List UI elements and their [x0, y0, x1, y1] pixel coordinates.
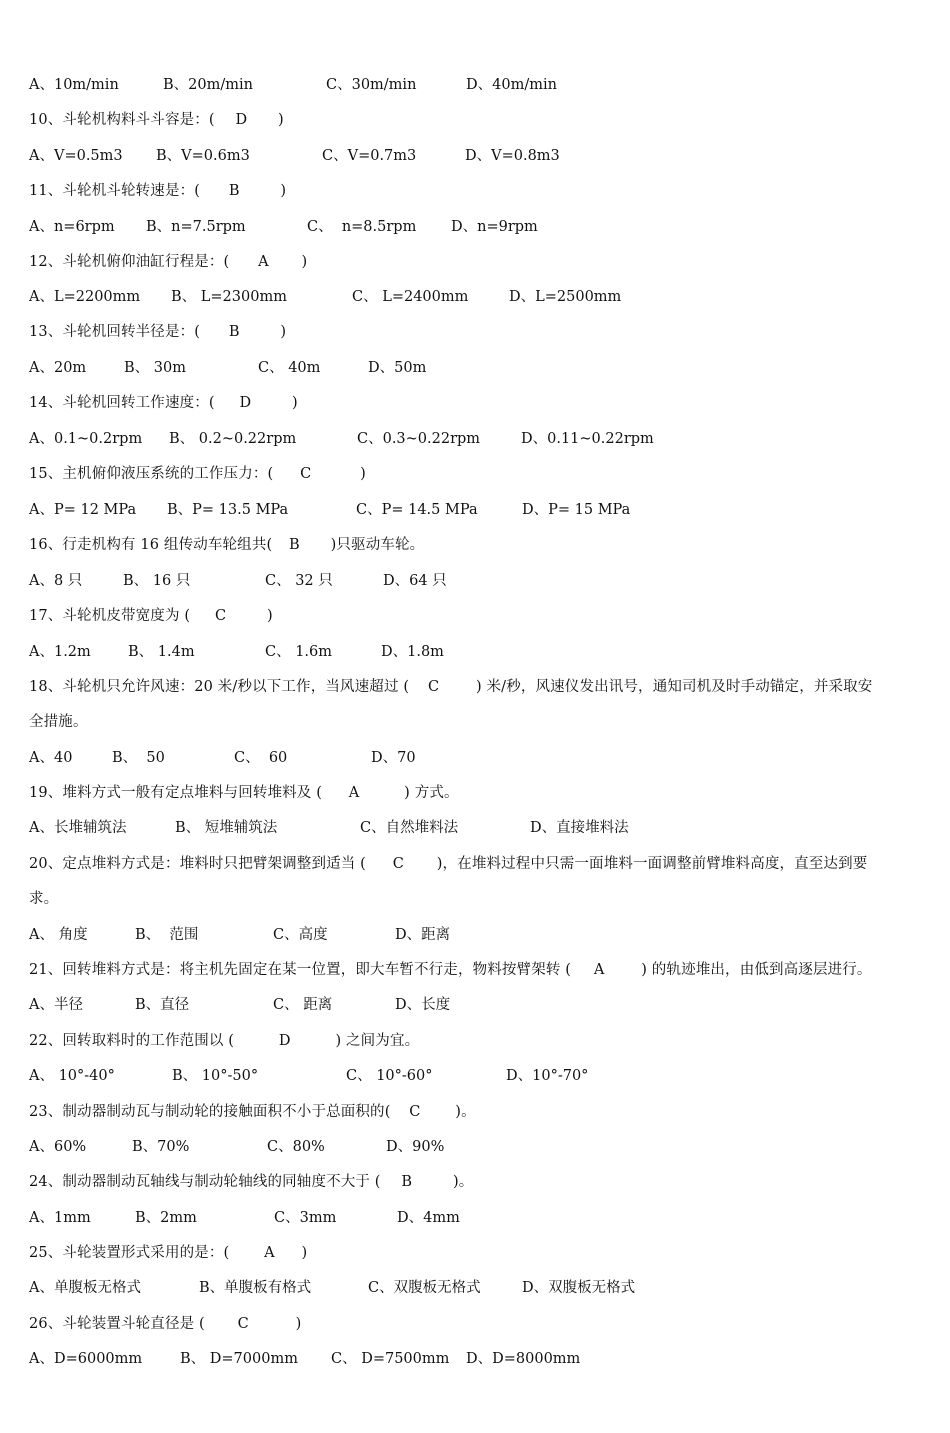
option-d: D、40m/min [466, 77, 557, 93]
option-c: C、 40m [258, 360, 321, 376]
option-a: A、L=2200mm [29, 289, 141, 305]
option-d: D、1.8m [381, 644, 444, 660]
answer: C [392, 856, 404, 872]
option-d: D、50m [368, 360, 427, 376]
option-b: B、 短堆辅筑法 [175, 820, 278, 836]
option-d: D、70 [371, 750, 416, 766]
question-text-end: ) [292, 395, 298, 411]
question-text: 14、斗轮机回转工作速度：( [29, 395, 215, 411]
question-text-end: ) [360, 466, 366, 482]
question-11 [29, 181, 936, 201]
question-text: 11、斗轮机斗轮转速是：( [29, 183, 201, 199]
option-row [29, 995, 936, 1015]
question-17 [29, 606, 936, 626]
question-text-end: ) 米/秒，风速仪发出讯号，通知司机及时手动锚定，并采取安 [475, 679, 873, 695]
option-c: C、 n=8.5rpm [307, 219, 417, 235]
question-text: 23、制动器制动瓦与制动轮的接触面积不小于总面积的( [29, 1104, 391, 1120]
question-19 [29, 783, 936, 803]
question-text: 求。 [29, 891, 59, 907]
question-14 [29, 393, 936, 413]
question-text: 10、斗轮机构料斗斗容是：( [29, 112, 215, 128]
option-c: C、30m/min [326, 77, 417, 93]
option-b: B、 16 只 [123, 573, 191, 589]
question-18 [29, 677, 936, 697]
question-16 [29, 535, 936, 555]
option-a: A、半径 [29, 997, 83, 1013]
question-10 [29, 110, 936, 130]
option-b: B、2mm [135, 1210, 197, 1226]
option-row [29, 358, 936, 378]
option-a: A、V=0.5m3 [29, 148, 123, 164]
answer: C [427, 679, 440, 695]
answer: B [401, 1174, 413, 1190]
option-row [29, 642, 936, 662]
option-b: B、 L=2300mm [171, 289, 287, 305]
answer: A [264, 1245, 275, 1261]
question-text-end: ) [301, 1245, 308, 1261]
option-a: A、长堆辅筑法 [29, 820, 127, 836]
option-row [29, 925, 936, 945]
option-row [29, 1066, 936, 1086]
answer: C [214, 608, 227, 624]
question-25 [29, 1243, 936, 1263]
option-d: D、直接堆料法 [530, 820, 629, 836]
answer: A [258, 254, 269, 270]
option-c: C、0.3~0.22rpm [357, 431, 481, 447]
option-row [29, 146, 936, 166]
option-a: A、 10°-40° [29, 1068, 115, 1084]
option-b: B、 1.4m [128, 644, 195, 660]
question-12 [29, 252, 936, 272]
option-c: C、80% [267, 1139, 325, 1155]
question-text-end: ) 之间为宜。 [335, 1033, 420, 1049]
question-text-end: )。 [455, 1104, 476, 1120]
option-c: C、 1.6m [265, 644, 333, 660]
answer: D [235, 112, 248, 128]
option-d: D、64 只 [383, 573, 447, 589]
option-a: A、8 只 [29, 573, 83, 589]
option-d: D、90% [386, 1139, 445, 1155]
question-text-end: )。 [452, 1174, 474, 1190]
answer: C [409, 1104, 421, 1120]
option-c: C、P= 14.5 MPa [356, 502, 478, 518]
option-a: A、10m/min [29, 77, 119, 93]
option-c: C、双腹板无格式 [368, 1280, 481, 1296]
question-text: 19、堆料方式一般有定点堆料与回转堆料及 ( [29, 785, 323, 801]
option-a: A、40 [29, 750, 73, 766]
option-b: B、P= 13.5 MPa [167, 502, 289, 518]
option-a: A、60% [29, 1139, 87, 1155]
option-b: B、 30m [124, 360, 186, 376]
option-c: C、V=0.7m3 [322, 148, 417, 164]
option-c: C、3mm [274, 1210, 337, 1226]
answer: B [228, 324, 240, 340]
option-row [29, 571, 936, 591]
option-d: D、V=0.8m3 [465, 148, 560, 164]
option-d: D、n=9rpm [451, 219, 538, 235]
question-text-end: )，在堆料过程中只需一面堆料一面调整前臂堆料高度，直至达到要 [436, 856, 868, 872]
question-text: 18、斗轮机只允许风速：20 米/秒以下工作，当风速超过 ( [29, 679, 410, 695]
option-row [29, 217, 936, 237]
option-a: A、 角度 [29, 927, 88, 943]
question-text: 21、回转堆料方式是：将主机先固定在某一位置，即大车暂不行走，物料按臂架转 ( [29, 962, 572, 978]
question-text: 15、主机俯仰液压系统的工作压力：( [29, 466, 274, 482]
question-20-continuation [29, 889, 936, 909]
option-a: A、1mm [29, 1210, 91, 1226]
option-a: A、D=6000mm [29, 1351, 143, 1367]
answer: C [237, 1316, 249, 1332]
question-text-end: ) [301, 254, 308, 270]
option-b: B、V=0.6m3 [156, 148, 250, 164]
question-18-continuation [29, 712, 936, 732]
question-text-end: ) [280, 324, 287, 340]
option-c: C、 距离 [273, 997, 333, 1013]
answer: A [348, 785, 360, 801]
option-b: B、直径 [135, 997, 190, 1013]
option-row [29, 1278, 936, 1298]
option-c: C、 D=7500mm [331, 1351, 450, 1367]
option-row [29, 748, 936, 768]
question-26 [29, 1314, 936, 1334]
question-23 [29, 1102, 936, 1122]
option-a: A、单腹板无格式 [29, 1280, 141, 1296]
question-text: 22、回转取料时的工作范围以 ( [29, 1033, 235, 1049]
option-b: B、单腹板有格式 [199, 1280, 312, 1296]
question-text-end: ) 方式。 [404, 785, 459, 801]
question-24 [29, 1172, 936, 1192]
option-a: A、20m [29, 360, 87, 376]
option-a: A、1.2m [29, 644, 91, 660]
option-c: C、 32 只 [265, 573, 333, 589]
option-row [29, 818, 936, 838]
question-text: 26、斗轮装置斗轮直径是 ( [29, 1316, 205, 1332]
option-row [29, 1349, 936, 1369]
question-21 [29, 960, 936, 980]
answer: D [278, 1033, 291, 1049]
answer: B [289, 537, 300, 553]
question-text-end: ) [280, 183, 287, 199]
option-c: C、 60 [234, 750, 288, 766]
answer: A [593, 962, 605, 978]
question-text: 25、斗轮装置形式采用的是：( [29, 1245, 230, 1261]
option-c: C、 L=2400mm [352, 289, 469, 305]
option-row [29, 429, 936, 449]
option-d: D、P= 15 MPa [522, 502, 631, 518]
question-text-end: ) [266, 608, 273, 624]
option-row [29, 1137, 936, 1157]
option-c: C、高度 [273, 927, 328, 943]
option-c: C、自然堆料法 [360, 820, 459, 836]
answer: B [228, 183, 240, 199]
option-b: B、 D=7000mm [180, 1351, 298, 1367]
option-d: D、4mm [397, 1210, 460, 1226]
option-row [29, 75, 936, 95]
question-text-end: )只驱动车轮。 [330, 537, 425, 553]
option-b: B、 0.2~0.22rpm [169, 431, 297, 447]
question-text: 17、斗轮机皮带宽度为 ( [29, 608, 191, 624]
question-text: 20、定点堆料方式是：堆料时只把臂架调整到适当 ( [29, 856, 366, 872]
question-22 [29, 1031, 936, 1051]
option-d: D、D=8000mm [466, 1351, 581, 1367]
option-a: A、P= 12 MPa [29, 502, 137, 518]
option-b: B、 范围 [135, 927, 199, 943]
question-text: 16、行走机构有 16 组传动车轮组共( [29, 537, 273, 553]
option-d: D、0.11~0.22rpm [521, 431, 654, 447]
option-d: D、双腹板无格式 [522, 1280, 636, 1296]
option-b: B、70% [132, 1139, 190, 1155]
option-row [29, 500, 936, 520]
option-a: A、0.1~0.2rpm [29, 431, 143, 447]
option-d: D、距离 [395, 927, 451, 943]
question-20 [29, 854, 936, 874]
question-text: 全措施。 [29, 714, 88, 730]
question-15 [29, 464, 936, 484]
option-c: C、 10°-60° [346, 1068, 433, 1084]
option-a: A、n=6rpm [29, 219, 115, 235]
question-text-end: ) [295, 1316, 302, 1332]
option-b: B、 10°-50° [172, 1068, 259, 1084]
option-b: B、n=7.5rpm [146, 219, 246, 235]
question-text: 24、制动器制动瓦轴线与制动轮轴线的同轴度不大于 ( [29, 1174, 381, 1190]
answer: D [239, 395, 252, 411]
option-row [29, 1208, 936, 1228]
option-d: D、长度 [395, 997, 451, 1013]
question-text: 12、斗轮机俯仰油缸行程是：( [29, 254, 230, 270]
option-d: D、L=2500mm [509, 289, 622, 305]
option-b: B、 50 [112, 750, 165, 766]
question-13 [29, 322, 936, 342]
option-b: B、20m/min [163, 77, 253, 93]
answer: C [300, 466, 312, 482]
option-row [29, 287, 936, 307]
question-text-end: ) [278, 112, 284, 128]
question-text: 13、斗轮机回转半径是：( [29, 324, 201, 340]
option-d: D、10°-70° [506, 1068, 589, 1084]
question-text-end: ) 的轨迹堆出，由低到高逐层进行。 [641, 962, 872, 978]
